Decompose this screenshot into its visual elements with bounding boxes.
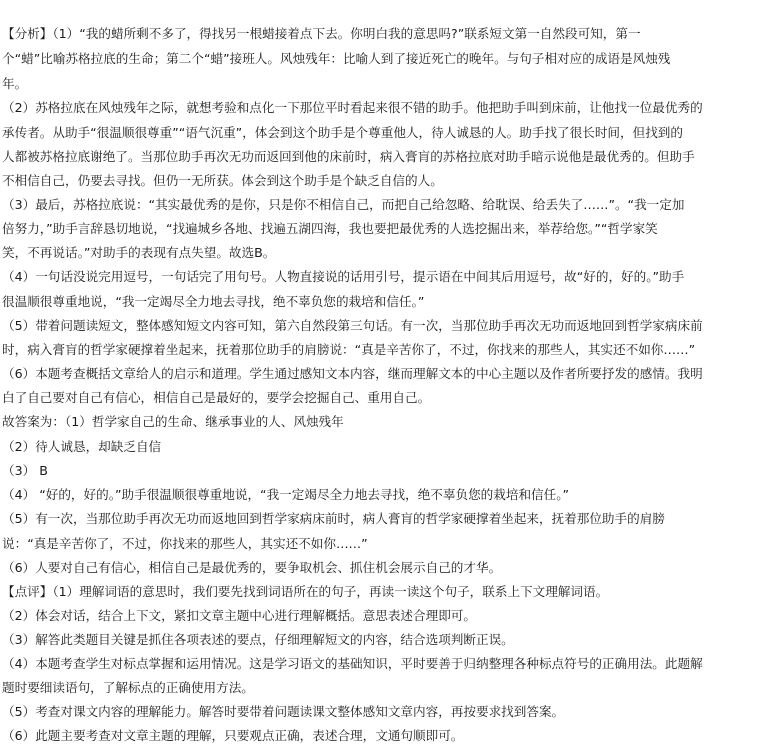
text-line: （2）体会对话，结合上下文，紧扣文章主题中心进行理解概括。意思表述合理即可。: [2, 608, 476, 623]
text-line: （3）解答此类题目关键是抓住各项表述的要点，仔细理解短文的内容，结合选项判断正误。: [2, 632, 514, 647]
text-line: 人都被苏格拉底谢绝了。当那位助手再次无功而返回到他的床前时，病入膏肓的苏格拉底对助手暗示说他是最优秀的。但助手: [2, 149, 695, 164]
text-line: 白了自己要对自己有信心，相信自己是最好的，要学会挖掘自己、重用自己。: [2, 390, 431, 405]
text-line: 【分析】（1）“我的蜡所剩不多了，得找另一根蜡接着点下去。你明白我的意思吗?”联系短文第一自然段可知，第一: [2, 26, 641, 41]
text-line: （4）本题考查学生对标点掌握和运用情况。这是学习语文的基础知识，平时要善于归纳整理各种标点符号的正确用法。此题解: [2, 656, 703, 671]
text-line: （5）有一次，当那位助手再次无功而返地回到哲学家病床前时，病人膏肓的哲学家硬撑着坐起来，抚着那位助手的肩膀: [2, 511, 665, 526]
text-line: 不相信自己，仍要去寻找。但仍一无所获。体会到这个助手是个缺乏自信的人。: [2, 173, 443, 188]
text-line: （3）最后，苏格拉底说：“其实最优秀的是你，只是你不相信自己，而把自己给忽略、给耽误、给丢失了……”。“我一定加: [2, 197, 685, 212]
text-line: （2）待人诚恳，却缺乏自信: [2, 439, 162, 454]
text-line: 笑，不再说话。”对助手的表现有点失望。故选B。: [2, 245, 276, 260]
text-line: （5）带着问题读短文，整体感知短文内容可知，第六自然段第三句话。有一次，当那位助手再次无功而返地回到哲学家病床前: [2, 318, 703, 333]
text-line: （6）本题考查概括文章给人的启示和道理。学生通过感知文本内容，继而理解文本的中心主题以及作者所要抒发的感情。我明: [2, 366, 703, 381]
text-line: （5）考查对课文内容的理解能力。解答时要带着问题读课文整体感知文章内容，再按要求找到答案。: [2, 704, 565, 719]
text-line: （2）苏格拉底在风烛残年之际，就想考验和点化一下那位平时看起来很不错的助手。他把助手叫到床前，让他找一位最优秀的: [2, 100, 703, 115]
text-line: 故答案为：（1）哲学家自己的生命、继承事业的人、风烛残年: [2, 414, 344, 429]
text-line: 题时要细读语句，了解标点的正确使用方法。: [2, 680, 254, 695]
text-line: （6）此题主要考查对文章主题的理解，只要观点正确，表述合理，文通句顺即可。: [2, 728, 464, 743]
text-line: 倍努力，”助手言辞恳切地说，“找遍城乡各地、找遍五湖四海，我也要把最优秀的人选挖掘出来，举荐给您。”“哲学家笑: [2, 221, 658, 236]
text-line: 时，病入膏肓的哲学家硬撑着坐起来，抚着那位助手的肩膀说：“真是辛苦你了，不过，你找来的那些人，其实还不如你……”: [2, 342, 696, 357]
text-line: 个“蜡”比喻苏格拉底的生命；第二个“蜡”接班人。风烛残年：比喻人到了接近死亡的晚年。与句子相对应的成语是风烛残: [2, 51, 671, 66]
text-line: （4）一句话没说完用逗号，一句话完了用句号。人物直接说的话用引号，提示语在中间其后用逗号，故“好的，好的。”助手: [2, 269, 685, 284]
text-line: 【点评】（1）理解词语的意思时，我们要先找到词语所在的句子，再读一读这个句子，联系上下文理解词语。: [2, 584, 609, 599]
text-line: （4） “好的，好的。”助手很温顺很尊重地说，“我一定竭尽全力地去寻找，绝不辜负您的栽培和信任。”: [2, 487, 570, 502]
text-line: 承传者。从助手“很温顺很尊重”“语气沉重”，体会到这个助手是个尊重他人，待人诚恳的人。助手找了很长时间，但找到的: [2, 125, 683, 140]
text-line: （6）人要对自己有信心，相信自己是最优秀的，要争取机会、抓住机会展示自己的才华。: [2, 560, 502, 575]
text-line: 说：“真是辛苦你了，不过，你找来的那些人，其实还不如你……”: [2, 536, 368, 551]
text-line: 很温顺很尊重地说，“我一定竭尽全力地去寻找，绝不辜负您的栽培和信任。”: [2, 294, 425, 309]
text-line: （3） B: [2, 463, 48, 478]
text-line: 年。: [2, 76, 28, 91]
